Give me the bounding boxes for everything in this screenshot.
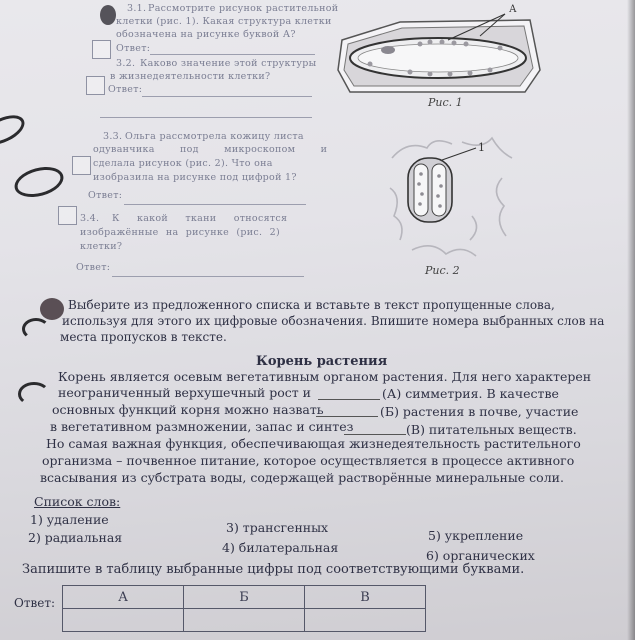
answer-column-v: В — [305, 586, 426, 609]
word-list-item-4: 4) билатеральная — [222, 540, 339, 555]
q32-text-line1: Каково значение этой структуры — [140, 58, 317, 69]
task4-text-line2a: неограниченный верхушечный рост и — [58, 385, 311, 400]
q33-answer-line[interactable] — [124, 204, 306, 205]
q32-score-box[interactable] — [86, 76, 105, 95]
q32-answer-label: Ответ: — [108, 84, 143, 95]
task4-text-line4a: в вегетативном размножении, запас и синтез — [50, 419, 354, 434]
answer-table-header-row — [63, 586, 426, 609]
fig2-number-label: 1 — [478, 141, 485, 154]
fig1-letter-label: А — [509, 4, 517, 15]
q31-answer-line[interactable] — [150, 54, 315, 55]
q33-text-line4: изобразила на рисунке под цифрой 1? — [93, 172, 297, 183]
binder-ring-middle — [11, 162, 67, 202]
q34-text-line1: К какой ткани относятся — [112, 213, 288, 224]
task4-instruction-line2: используя для этого их цифровые обозначения. Впишите номера выбранных слов на — [62, 314, 605, 328]
task4-instruction-line3: места пропусков в тексте. — [60, 330, 227, 344]
table-instruction: Запишите в таблицу выбранные цифры под соответствующими буквами. — [22, 562, 525, 577]
task-number-bullet — [40, 298, 64, 320]
q31-number: 3.1. — [127, 3, 147, 14]
plant-cell-figure — [330, 0, 550, 110]
q32-number: 3.2. — [116, 58, 136, 69]
gap-v-line[interactable] — [344, 434, 406, 435]
answer-cell-v[interactable] — [305, 609, 426, 632]
page-edge-shadow — [627, 0, 635, 640]
q34-answer-label: Ответ: — [76, 262, 111, 273]
task4-text-line2b: (А) симметрия. В качестве — [382, 386, 559, 401]
q33-text-line2: одуванчика под микроскопом и — [93, 144, 328, 155]
q32-text-line2: в жизнедеятельности клетки? — [110, 71, 271, 82]
word-list-item-1: 1) удаление — [30, 512, 109, 527]
word-list-title: Список слов: — [34, 494, 121, 509]
fig1-caption: Рис. 1 — [428, 96, 463, 109]
task4-text-line4b: (В) питательных веществ. — [406, 422, 577, 437]
q32-answer-line[interactable] — [142, 96, 312, 97]
q34-score-box[interactable] — [58, 206, 77, 225]
binder-ring-lower — [22, 318, 50, 340]
task4-text-line6: организма – почвенное питание, которое осуществляется в процессе активного — [42, 453, 575, 468]
q34-number: 3.4. — [80, 213, 100, 224]
binder-ring-top — [0, 109, 29, 150]
task4-text-line3a: основных функций корня можно назвать — [52, 402, 324, 417]
q31-text-line1: Рассмотрите рисунок растительной — [148, 3, 339, 14]
task4-text-line1: Корень является осевым вегетативным органом растения. Для него характерен — [58, 369, 592, 384]
answer-cell-b[interactable] — [184, 609, 305, 632]
q33-answer-label: Ответ: — [88, 190, 123, 201]
fig2-caption: Рис. 2 — [425, 264, 460, 277]
punch-hole-top — [100, 5, 116, 25]
q33-score-box[interactable] — [72, 156, 91, 175]
q34-text-line2: изображённые на рисунке (рис. 2) — [80, 227, 281, 238]
task4-title: Корень растения — [256, 354, 388, 369]
gap-b-line[interactable] — [316, 416, 378, 417]
q33-text-line1: Ольга рассмотрела кожицу листа — [125, 131, 304, 142]
word-list-item-5: 5) укрепление — [428, 528, 524, 543]
answer-cell-a[interactable] — [63, 609, 184, 632]
leaf-epidermis-figure — [372, 128, 522, 263]
answer-column-a: А — [63, 586, 184, 609]
word-list-item-2: 2) радиальная — [28, 530, 123, 545]
answer-column-b: Б — [184, 586, 305, 609]
task4-answer-label: Ответ: — [14, 596, 56, 610]
task4-text-line7: всасывания из субстрата воды, содержащей растворённые минеральные соли. — [40, 470, 564, 485]
task4-text-line3b: (Б) растения в почве, участие — [380, 404, 579, 419]
word-list-item-3: 3) трансгенных — [226, 520, 329, 535]
task4-instruction-line1: Выберите из предложенного списка и вставьте в текст пропущенные слова, — [68, 298, 555, 312]
q33-number: 3.3. — [103, 131, 123, 142]
q33-text-line3: сделала рисунок (рис. 2). Что она — [93, 158, 273, 169]
answer-table — [62, 585, 426, 632]
q31-score-box[interactable] — [92, 40, 111, 59]
word-list-item-6: 6) органических — [426, 548, 535, 563]
q32-answer-line-2[interactable] — [100, 117, 312, 118]
q34-text-line3: клетки? — [80, 241, 123, 252]
q34-answer-line[interactable] — [112, 276, 304, 277]
answer-table-input-row — [63, 609, 426, 632]
q31-text-line2: клетки (рис. 1). Какая структура клетки — [116, 16, 332, 27]
gap-a-line[interactable] — [318, 399, 380, 400]
task4-text-line5: Но самая важная функция, обеспечивающая жизнедеятельность растительного — [46, 436, 581, 451]
binder-ring-bottom — [18, 382, 50, 406]
q31-text-line3: обозначена на рисунке буквой А? — [116, 29, 296, 40]
q31-answer-label: Ответ: — [116, 43, 151, 54]
